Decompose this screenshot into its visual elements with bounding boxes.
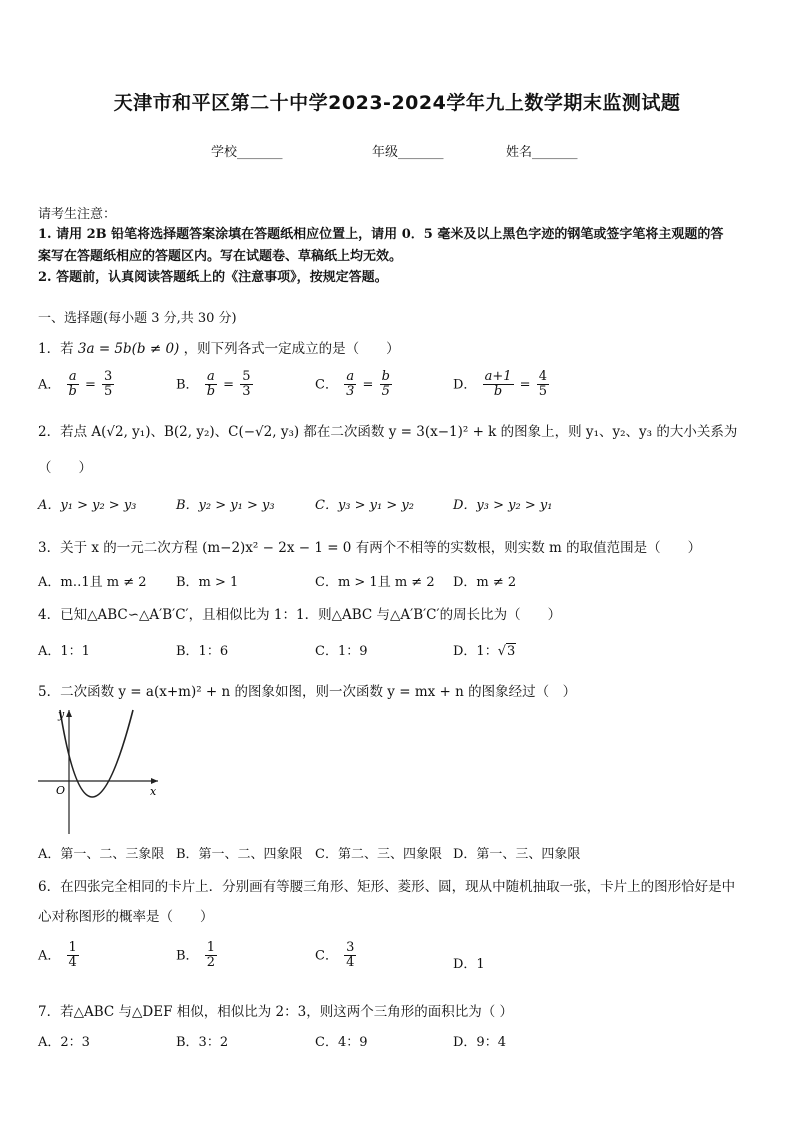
name-field: 姓名_______	[506, 145, 578, 160]
q4-d-prefix: D．1：	[453, 644, 498, 659]
question-3: 3．关于 x 的一元二次方程 (m−2)x² − 2x − 1 = 0 有两个不相等的实数根，则实数 m 的取值范围是（ ）	[38, 540, 702, 556]
q1-d-frac-left	[483, 370, 514, 400]
q1-c-num: a	[344, 370, 356, 385]
sqrt-sign: √	[497, 644, 506, 659]
q7-option-a: A．2：3	[38, 1035, 90, 1050]
notice-line-2: 2. 答题前，认真阅读答题纸上的《注意事项》，按规定答题。	[38, 270, 388, 285]
q1-a-eq: =	[85, 377, 96, 393]
q2-option-d: D．y₃ > y₂ > y₁	[453, 498, 553, 513]
q6-a-den: 4	[68, 955, 77, 971]
origin-label: O	[56, 784, 66, 797]
q5-option-d: D．第一、三、四象限	[453, 847, 581, 862]
q2-option-a: A．y₁ > y₂ > y₃	[38, 498, 137, 513]
q1-d-label: D．	[453, 377, 477, 393]
q1-d-den2: 5	[538, 384, 547, 400]
question-1	[38, 337, 400, 357]
q3-option-d: D．m ≠ 2	[453, 575, 517, 590]
q6-option-a	[38, 941, 81, 971]
notice-line-1b: 案写在答题纸相应的答题区内。写在试题卷、草稿纸上均无效。	[38, 249, 403, 264]
q1-c-frac-left	[344, 370, 356, 400]
q6-b-den: 2	[206, 955, 215, 971]
q7-option-c: C．4：9	[315, 1035, 368, 1050]
q4-option-c: C．1：9	[315, 644, 368, 659]
q2-option-c: C．y₃ > y₁ > y₂	[315, 498, 414, 513]
q1-d-num: a+1	[484, 369, 512, 384]
q6-option-b	[176, 941, 219, 971]
q6-option-c	[315, 941, 358, 971]
q1-expression: 3a = 5b(b ≠ 0)	[77, 341, 180, 357]
q6-a-label: A．	[38, 948, 61, 964]
q3-option-b: B．m > 1	[176, 575, 239, 590]
page-title: 天津市和平区第二十中学2023-2024学年九上数学期末监测试题	[113, 92, 681, 114]
school-field: 学校_______	[211, 145, 283, 160]
q5-option-b: B．第一、二、四象限	[176, 847, 303, 862]
q2-paren: （ ）	[38, 460, 92, 476]
q4-option-a: A．1：1	[38, 644, 90, 659]
grade-field: 年级_______	[372, 145, 444, 160]
q1-a-label: A．	[38, 377, 61, 393]
q1-b-den2: 3	[242, 384, 251, 400]
q1-option-d	[453, 370, 551, 400]
q1-d-den: b	[493, 384, 503, 400]
q1-a-frac-right	[102, 370, 114, 400]
q1-a-num: a	[67, 370, 79, 385]
q4-d-radicand: 3	[507, 644, 516, 659]
notice-heading: 请考生注意：	[38, 207, 117, 222]
q6-option-d: D．1	[453, 957, 485, 972]
q1-b-frac-right	[240, 370, 252, 400]
q1-option-a	[38, 370, 116, 400]
x-axis-label: x	[150, 785, 157, 798]
q6-b-frac	[205, 941, 217, 971]
q1-c-den: 3	[346, 384, 355, 400]
q1-c-frac-right	[380, 370, 392, 400]
question-5: 5．二次函数 y = a(x+m)² + n 的图象如图，则一次函数 y = mx + n 的图象经过（ ）	[38, 684, 577, 700]
q2-option-b: B．y₂ > y₁ > y₃	[176, 498, 275, 513]
q1-c-num2: b	[381, 369, 390, 384]
q1-b-label: B．	[176, 377, 199, 393]
notice-line-1a: 1. 请用 2B 铅笔将选择题答案涂填在答题纸相应位置上，请用 0．5 毫米及以上黑色字迹的钢笔或签字笔将主观题的答	[38, 227, 724, 242]
parabola-graph	[34, 704, 164, 836]
q1-b-den: b	[206, 384, 216, 400]
q3-option-c: C．m > 1且 m ≠ 2	[315, 575, 435, 590]
x-axis-arrow	[151, 778, 158, 784]
question-6-line-2: 心对称图形的概率是（ ）	[38, 909, 214, 925]
q6-c-den: 4	[346, 955, 355, 971]
q1-d-eq: =	[519, 377, 531, 393]
q1-c-label: C．	[315, 377, 338, 393]
q1-b-frac-left	[205, 370, 217, 400]
q6-b-label: B．	[176, 948, 199, 964]
q6-b-num: 1	[206, 940, 215, 955]
q1-c-den2: 5	[381, 384, 390, 400]
question-6-line-1: 6．在四张完全相同的卡片上．分别画有等腰三角形、矩形、菱形、圆，现从中随机抽取一张，卡片上的图形恰好是中	[38, 879, 736, 895]
question-2: 2．若点 A(√2, y₁)、B(2, y₂)、C(−√2, y₃) 都在二次函数 y = 3(x−1)² + k 的图象上，则 y₁、y₂、y₃ 的大小关系为	[38, 424, 738, 440]
y-axis-arrow	[66, 710, 72, 717]
q1-option-b	[176, 370, 255, 400]
q4-option-b: B．1：6	[176, 644, 229, 659]
q5-option-c: C．第二、三、四象限	[315, 847, 442, 862]
section-heading: 一、选择题(每小题 3 分,共 30 分)	[38, 311, 237, 326]
q6-a-num: 1	[68, 940, 77, 955]
q1-d-num2: 4	[538, 369, 547, 384]
q1-prefix: 1．若	[38, 341, 74, 357]
q1-b-eq: =	[223, 377, 235, 393]
question-4: 4．已知△ABC∽△A′B′C′，且相似比为 1：1．则△ABC 与△A′B′C′的周长比为（ ）	[38, 607, 562, 623]
q1-a-num2: 3	[104, 369, 113, 384]
q1-c-eq: =	[362, 377, 374, 393]
q1-a-den2: 5	[104, 384, 113, 400]
q1-a-den: b	[68, 384, 77, 400]
q4-option-d	[453, 640, 516, 659]
q1-option-c	[315, 370, 394, 400]
q6-c-frac	[344, 941, 356, 971]
q6-a-frac	[67, 941, 79, 971]
y-axis-label: y	[58, 708, 65, 721]
q5-option-a: A．第一、二、三象限	[38, 847, 165, 862]
q1-suffix: ，则下列各式一定成立的是（ ）	[183, 341, 400, 357]
q1-b-num: a	[205, 370, 217, 385]
q3-option-a: A．m‥1且 m ≠ 2	[38, 575, 147, 590]
q7-option-d: D．9：4	[453, 1035, 506, 1050]
q1-b-num2: 5	[242, 369, 251, 384]
q6-c-label: C．	[315, 948, 338, 964]
q6-c-num: 3	[346, 940, 355, 955]
q1-d-frac-right	[537, 370, 549, 400]
q1-a-frac-left	[67, 370, 79, 400]
parabola-curve	[60, 710, 133, 797]
question-7: 7．若△ABC 与△DEF 相似，相似比为 2：3，则这两个三角形的面积比为（ ）	[38, 1004, 513, 1020]
q7-option-b: B．3：2	[176, 1035, 229, 1050]
